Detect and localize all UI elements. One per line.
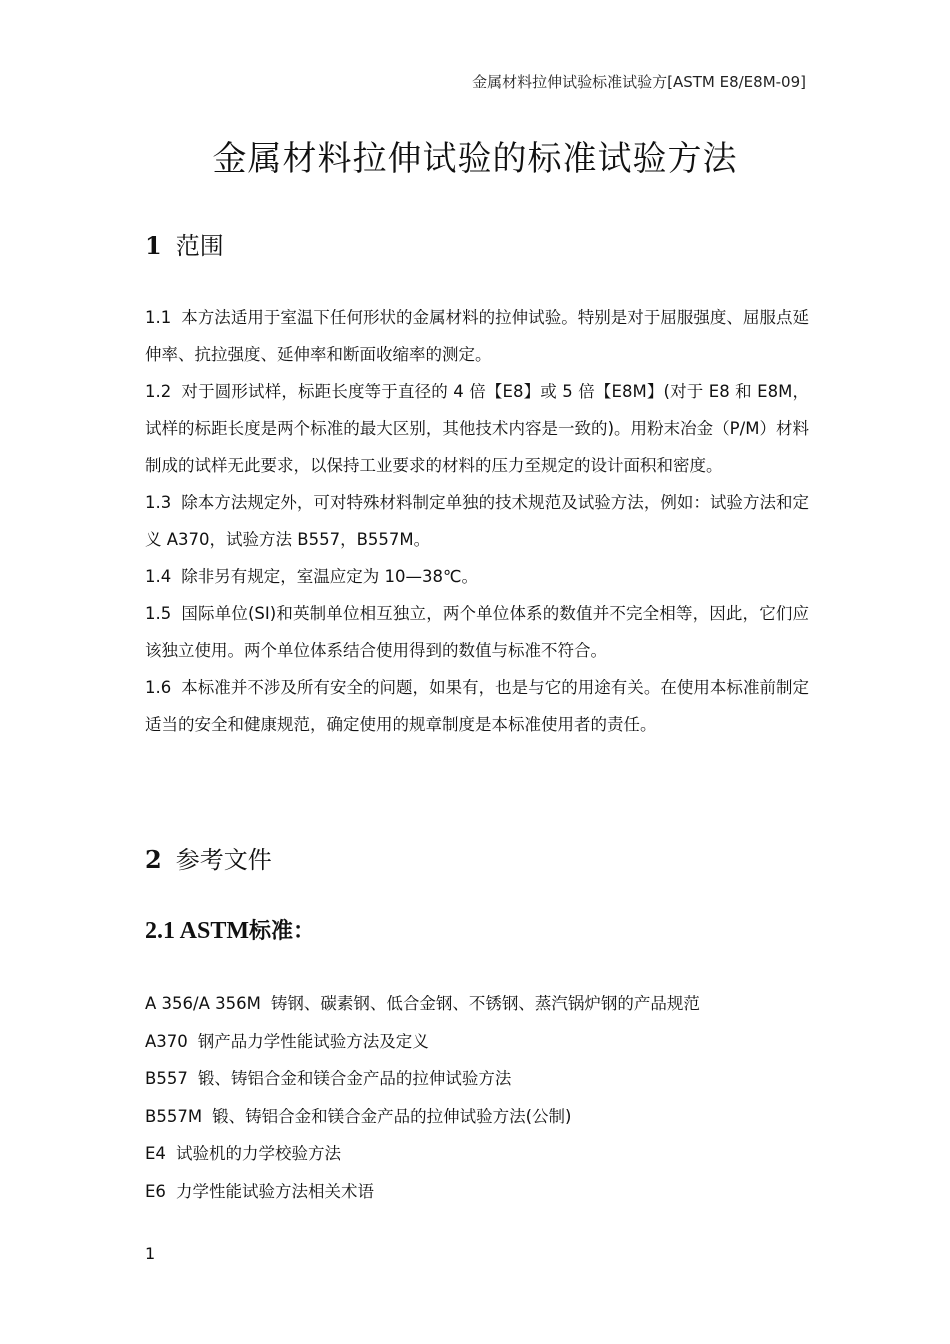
paragraph-number: 1.2 (145, 382, 172, 401)
paragraph-number: 1.1 (145, 308, 172, 327)
reference-code: E6 (145, 1181, 166, 1201)
reference-item (145, 1098, 809, 1136)
reference-code: E4 (145, 1144, 166, 1163)
paragraph-1-5 (145, 595, 809, 669)
paragraph-number: 1.4 (145, 567, 172, 586)
section-title: 范围 (175, 232, 224, 260)
page-number: 1 (145, 1244, 156, 1263)
paragraph-1-3 (145, 484, 809, 558)
paragraph-text: 本方法适用于室温下任何形状的金属材料的拉伸试验。特别是对于屈服强度、屈服点延伸率、抗拉强度、延伸率和断面收缩率的测定。 (145, 308, 809, 364)
subsection-number: 2.1 ASTM (145, 918, 250, 944)
paragraph-1-1 (145, 299, 809, 373)
reference-title: 锻、铸铝合金和镁合金产品的拉伸试验方法(公制) (212, 1106, 572, 1126)
paragraph-number: 1.3 (145, 493, 172, 512)
reference-code: A370 (145, 1031, 188, 1051)
reference-code: B557 (145, 1069, 188, 1088)
paragraph-text: 国际单位(SI)和英制单位相互独立，两个单位体系的数值并不完全相等，因此，它们应该独立使用。两个单位体系结合使用得到的数值与标准不符合。 (145, 604, 809, 660)
paragraph-1-6 (145, 669, 809, 743)
reference-item (145, 985, 809, 1023)
section-number: 1 (145, 231, 162, 260)
reference-item (145, 1023, 809, 1061)
reference-title: 钢产品力学性能试验方法及定义 (197, 1031, 429, 1051)
section-number: 2 (145, 845, 162, 874)
paragraph-1-4 (145, 558, 809, 595)
paragraph-1-2 (145, 373, 809, 484)
section-1-heading (145, 230, 224, 262)
paragraph-text: 本标准并不涉及所有安全的问题，如果有，也是与它的用途有关。在使用本标准前制定适当的安全和健康规范，确定使用的规章制度是本标准使用者的责任。 (145, 678, 809, 734)
reference-title: 锻、铸铝合金和镁合金产品的拉伸试验方法 (197, 1069, 512, 1088)
reference-item (145, 1060, 809, 1098)
reference-title: 力学性能试验方法相关术语 (175, 1181, 374, 1201)
reference-item (145, 1173, 809, 1211)
reference-code: B557M (145, 1106, 203, 1126)
paragraph-number: 1.6 (145, 678, 172, 697)
section-2-heading (145, 844, 272, 876)
reference-title: 试验机的力学校验方法 (175, 1144, 341, 1163)
document-title: 金属材料拉伸试验的标准试验方法 (212, 139, 738, 179)
subsection-title: 标准： (249, 919, 316, 944)
running-header: 金属材料拉伸试验标准试验方[ASTM E8/E8M-09] (472, 73, 806, 91)
subsection-2-1-heading (145, 916, 315, 947)
paragraph-text: 除本方法规定外，可对特殊材料制定单独的技术规范及试验方法，例如：试验方法和定义 A370，试验方法 B557，B557M。 (145, 493, 809, 549)
reference-title: 铸钢、碳素钢、低合金钢、不锈钢、蒸汽锅炉钢的产品规范 (270, 994, 700, 1013)
reference-item (145, 1135, 809, 1173)
paragraph-number: 1.5 (145, 604, 172, 623)
reference-list (145, 985, 809, 1210)
reference-code: A 356/A 356M (145, 994, 261, 1013)
paragraph-text: 除非另有规定，室温应定为 10—38℃。 (181, 567, 479, 586)
section-1-body (145, 299, 809, 743)
paragraph-text: 对于圆形试样，标距长度等于直径的 4 倍【E8】或 5 倍【E8M】(对于 E8 和 E8M，试样的标距长度是两个标准的最大区别，其他技术内容是一致的)。用粉末冶金（P/M）材料制成的试样无此要求，以保持工业要求的材料的压力至规定的设计面积和密度。 (145, 382, 809, 475)
section-title: 参考文件 (175, 846, 272, 874)
